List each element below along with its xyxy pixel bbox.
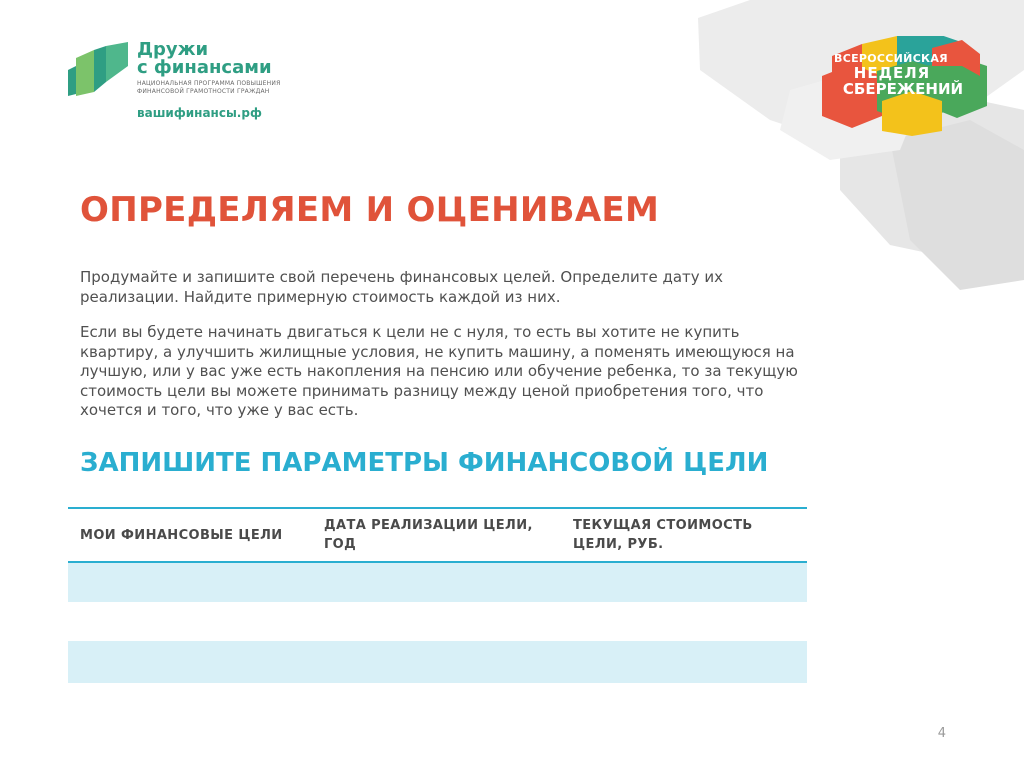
financial-goals-table	[68, 507, 807, 683]
page-number: 4	[937, 726, 946, 741]
column-header-cost: ТЕКУЩАЯ СТОИМОСТЬ ЦЕЛИ, РУБ.	[561, 508, 807, 562]
logo-mark	[66, 40, 130, 96]
table-cell[interactable]	[312, 562, 561, 602]
logo-subtitle-line2: ФИНАНСОВОЙ ГРАМОТНОСТИ ГРАЖДАН	[137, 88, 270, 95]
table-row	[68, 641, 807, 683]
logo-subtitle-line1: НАЦИОНАЛЬНАЯ ПРОГРАММА ПОВЫШЕНИЯ	[137, 80, 281, 87]
badge-line2: НЕДЕЛЯ	[853, 64, 931, 82]
logo-url: вашифинансы.рф	[137, 106, 262, 120]
badge-line1: ВСЕРОССИЙСКАЯ	[834, 52, 948, 65]
table-cell[interactable]	[312, 602, 561, 641]
badge-line3: СБЕРЕЖЕНИЙ	[842, 80, 964, 98]
table-cell[interactable]	[312, 641, 561, 683]
explanation-paragraph: Если вы будете начинать двигаться к цели не с нуля, то есть вы хотите не купить квартиру, а улучшить жилищные условия, не купить машину, а поменять имеющуюся на лучшую, или у вас уже есть накопления на пенсию или обучение ребенка, то за текущую стоимость цели вы можете принимать разницу между ценой приобретения того, что хочется и того, что уже у вас есть.	[80, 323, 798, 419]
table-header-row	[68, 508, 807, 562]
table-row	[68, 602, 807, 641]
table-cell[interactable]	[68, 641, 312, 683]
column-header-date: ДАТА РЕАЛИЗАЦИИ ЦЕЛИ, ГОД	[312, 508, 561, 562]
table-row	[68, 562, 807, 602]
logo-title-line2: с финансами	[137, 57, 272, 78]
table-cell[interactable]	[561, 562, 807, 602]
table-cell[interactable]	[561, 602, 807, 641]
logo-title-line1: Дружи	[137, 39, 209, 60]
table-cell[interactable]	[561, 641, 807, 683]
intro-paragraph: Продумайте и запишите свой перечень финансовых целей. Определите дату их реализации. Найдите примерную стоимость каждой из них.	[80, 268, 724, 306]
table-cell[interactable]	[68, 602, 312, 641]
section-subheading: ЗАПИШИТЕ ПАРАМЕТРЫ ФИНАНСОВОЙ ЦЕЛИ	[80, 448, 769, 478]
column-header-goals: МОИ ФИНАНСОВЫЕ ЦЕЛИ	[68, 508, 312, 562]
page-title: ОПРЕДЕЛЯЕМ И ОЦЕНИВАЕМ	[80, 190, 660, 230]
table-cell[interactable]	[68, 562, 312, 602]
